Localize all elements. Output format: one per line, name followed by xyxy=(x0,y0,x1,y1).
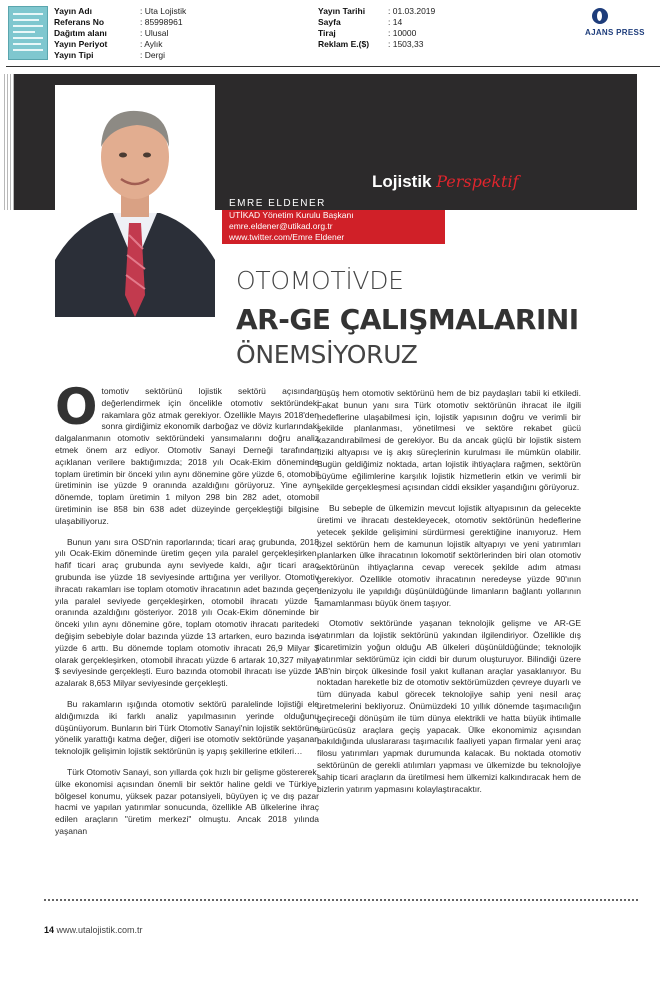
page-thumbnail[interactable] xyxy=(8,6,48,60)
meta-label: Referans No xyxy=(54,17,105,27)
drop-cap: O xyxy=(55,378,98,436)
meta-row xyxy=(318,17,435,28)
meta-row xyxy=(318,6,435,17)
meta-value: : 85998961 xyxy=(140,17,183,27)
footer-divider xyxy=(44,899,638,901)
decorative-stripe xyxy=(4,74,14,210)
meta-row xyxy=(54,39,186,50)
author-portrait-illustration xyxy=(55,85,215,317)
meta-row xyxy=(54,17,186,28)
meta-value: : Dergi xyxy=(140,50,166,60)
meta-label: Dağıtım alanı xyxy=(54,28,107,38)
headline-line-3: ÖNEMSİYORUZ xyxy=(236,340,418,369)
paragraph: düşüş hem otomotiv sektörünü hem de biz paydaşları tabii ki etkiledi. Fakat bunun yanı sıra Türk otomotiv sektörünün ihracat ile ilgili hedeflerine ulaşabilmesi için, lojistik yapısının doğru ve verimli bir şekilde planlanması, yönetilmesi ve sektöre rekabet gücü kazandırabilmesi de gerekiyor. Bu da ancak güçlü bir lojistik sistem fiziki altyapısı ve iş akış süreçlerinin kurulması ile mümkün olabilir. Bugün geldiğimiz noktada, artan lojistik ihtiyaçlara rağmen, sektörün büyüme eğilimlerine karşılık lojistik hizmetlerin etkin ve verimli bir şekilde gerçekleşmesi açısından ciddi eksikler yaşandığını görüyoruz. xyxy=(317,388,581,493)
headline-line-1: OTOMOTİVDE xyxy=(236,266,404,295)
author-photo xyxy=(55,85,215,317)
meta-value: : 10000 xyxy=(388,28,417,38)
brand-word-red: Perspektif xyxy=(436,172,519,191)
page-number: 14 xyxy=(44,925,55,935)
paragraph: Türk Otomotiv Sanayi, son yıllarda çok hızlı bir gelişme göstererek, ülke ekonomisi açısından önemli bir sektör haline geldi ve Türkiye, bölgesel konumu, yüksek pazar potansiyeli, büyüyen iç ve dış pazar hacmi ve yapılan yatırımlar sonucunda, özellikle AB ülkelerine ihraç edilen araçların "üretim merkezi" olmuştu. Ancak 2018 yılında yaşanan xyxy=(55,766,319,836)
paragraph: Bu sebeple de ülkemizin mevcut lojistik altyapısının da gelecekte üretimi ve ihracatı destekleyecek, otomotiv sektörünün hedeflerine yetecek şekilde gelişimini sürdürmesi gerektiğine inanıyoruz. Hem özel sektörün hem de kamunun lojistik altyapıyı ve yeni yatırımları planlarken ülke ihracatının lokomotif sektörlerinden biri olan otomotiv sektörünün ihtiyaçlarına cevap verecek şekilde adım atması gerekiyor. Özellikle otomotiv ihracatının neredeyse yüzde 90'ının denizyolu ile yapıldığı düşünüldüğünde limanların bağlantı yollarının tamamlanması büyük önem taşıyor. xyxy=(317,503,581,608)
article-column-right xyxy=(317,388,581,795)
paragraph xyxy=(55,378,319,528)
paragraph: Otomotiv sektöründe yaşanan teknolojik gelişme ve AR-GE yatırımları da lojistik sektörünü yakından ilgilendiriyor. Özellikle dış ticaretimizin yoğun olduğu AB ülkeleri düşünüldüğünde; teknolojik yatırımlar sektörümüz için ciddi bir durum oluşturuyor. Bilindiği üzere AB'nin birçok ülkesinde fosil yakıt kullanan araçlar yasaklanıyor. Bu noktadan hareketle biz de otomotiv sektörümüzden çevreye duyarlı ve tüm dünyada kabul görecek teknolojiye sahip yeni nesil araç üretmelerini bekliyoruz. Önümüzdeki 10 yıllık dönemde taşımacılığın geçireceği dönüşüm ile tüm dünya elektrikli ve hatta büyük ihtimalle sürücüsüz araçlara geçiş yapacak. Ülke ekonomimiz açısından bakıldığında uluslararası taşımacılık faaliyeti yapan firmalar yeni araç filosu yatırımları yapmak durumunda kalacak. Bu noktada otomotiv sektörünün de gerekli atılımları yapması ve ülkemizde bu teknolojiye sahip ticari araçların da üretilmesi hem ülkemizi kalkındıracak hem de bizlerin yatırım yapmasını kolaylaştıracaktır. xyxy=(317,618,581,794)
headline-line-2: AR-GE ÇALIŞMALARINI xyxy=(236,303,579,336)
meta-label: Sayfa xyxy=(318,17,341,27)
ajans-press-logo xyxy=(585,8,660,38)
meta-value: : Uta Lojistik xyxy=(140,6,187,16)
meta-label: Yayın Adı xyxy=(54,6,92,16)
meta-label: Yayın Tipi xyxy=(54,50,94,60)
meta-row xyxy=(318,39,435,50)
author-role: UTİKAD Yönetim Kurulu Başkanı xyxy=(229,210,354,220)
meta-label: Tiraj xyxy=(318,28,336,38)
article-column-left xyxy=(55,378,319,838)
header-divider xyxy=(6,66,660,67)
clipping-header xyxy=(0,0,665,68)
meta-value: : 1503,33 xyxy=(388,39,424,49)
globe-icon xyxy=(592,8,608,24)
meta-label: Yayın Tarihi xyxy=(318,6,366,16)
meta-label: Reklam E.($) xyxy=(318,39,370,49)
paragraph-text: tomotiv sektörünü lojistik sektörü açısından değerlendirmek için öncelikle otomotiv sektöründeki rakamlara göz atmak gerekiyor. Özellikle Mayıs 2018'den sonra girdiğimiz ekonomik darboğaz ve döviz kurlarındaki dalgalanmanın otomotiv sektöründeki yansımalarını doğru analiz etmek önem arz ediyor. Otomotiv Sanayi Derneği tarafından açıklanan verilere baktığımızda; 2018 yılı Ocak-Ekim döneminde toplam üretimin bir önceki yılın aynı dönemine göre yüzde 6, otomobil üretiminin ise yüzde 9 oranında azaldığını görüyoruz. Yine aynı dönemde, toplam üretimin 1 milyon 298 bin 282 adet, otomobil üretiminin ise 858 bin 638 adet düzeyinde gerçekleştiği bilgisine ulaşabiliyoruz. xyxy=(55,386,319,526)
meta-value: : 01.03.2019 xyxy=(388,6,436,16)
meta-value: : 14 xyxy=(388,17,403,27)
page-footer xyxy=(44,925,143,935)
clipping-meta-right xyxy=(318,6,435,50)
author-twitter[interactable]: www.twitter.com/Emre Eldener xyxy=(229,232,345,242)
footer-url[interactable]: www.utalojistik.com.tr xyxy=(56,925,143,935)
logo-text: AJANS PRESS xyxy=(585,28,645,37)
meta-value: : Aylık xyxy=(140,39,163,49)
paragraph: Bu rakamların ışığında otomotiv sektörü paralelinde lojistiği ele aldığımızda iki farklı analiz yapılmasının yerinde olduğunu düşünüyorum. Bunların biri Türk Otomotiv Sanayi'nin lojistik sektörüne yönelik yarattığı katma değer, diğeri ise otomotiv sektöründe yaşanan teknolojik gelişimin lojistik sektörünün iş yapış şekillerine etkileri… xyxy=(55,698,319,757)
author-name: EMRE ELDENER xyxy=(229,198,326,209)
clipping-meta-left xyxy=(54,6,186,61)
meta-row xyxy=(54,50,186,61)
meta-row xyxy=(318,28,435,39)
meta-row xyxy=(54,28,186,39)
meta-row xyxy=(54,6,186,17)
author-email[interactable]: emre.eldener@utikad.org.tr xyxy=(229,221,333,231)
column-brand xyxy=(372,172,519,192)
paragraph: Bunun yanı sıra OSD'nin raporlarında; ticari araç grubunda, 2018 yılı Ocak-Ekim döneminde üretim geçen yıla paralel gerçekleşirken, hafif ticari araç grubunda aynı seviyede kaldı, ağır ticari araç grubunda ise yüzde 18 seviyesinde arttığına yer veriliyor. Otomotiv ihracatı rakamları ise toplam otomotiv ihracatının adet bazında geçen yıla paralel seviyede gerçekleşirken, otomobil ihracatı yüzde 5 oranında azaldığını gösteriyor. 2018 yılı Ocak-Ekim döneminde bir önceki yılın aynı dönemine göre, toplam otomotiv ihracatı paritedeki değişim sebebiyle dolar bazında yüzde 13 artarken, euro bazında ise yüzde 6 arttı. Bu dönemde toplam otomotiv ihracatı 26,9 Milyar $ olarak gerçekleşirken, otomobil ihracatı yüzde 6 artarak 10,327 milyar $ seviyesinde gerçekleşti. Euro bazında otomobil ihracatı ise yüzde 1 azalarak 8,653 Milyar seviyesinde gerçekleşti. xyxy=(55,536,319,689)
meta-label: Yayın Periyot xyxy=(54,39,108,49)
meta-value: : Ulusal xyxy=(140,28,169,38)
brand-word-white: Lojistik xyxy=(372,172,432,191)
